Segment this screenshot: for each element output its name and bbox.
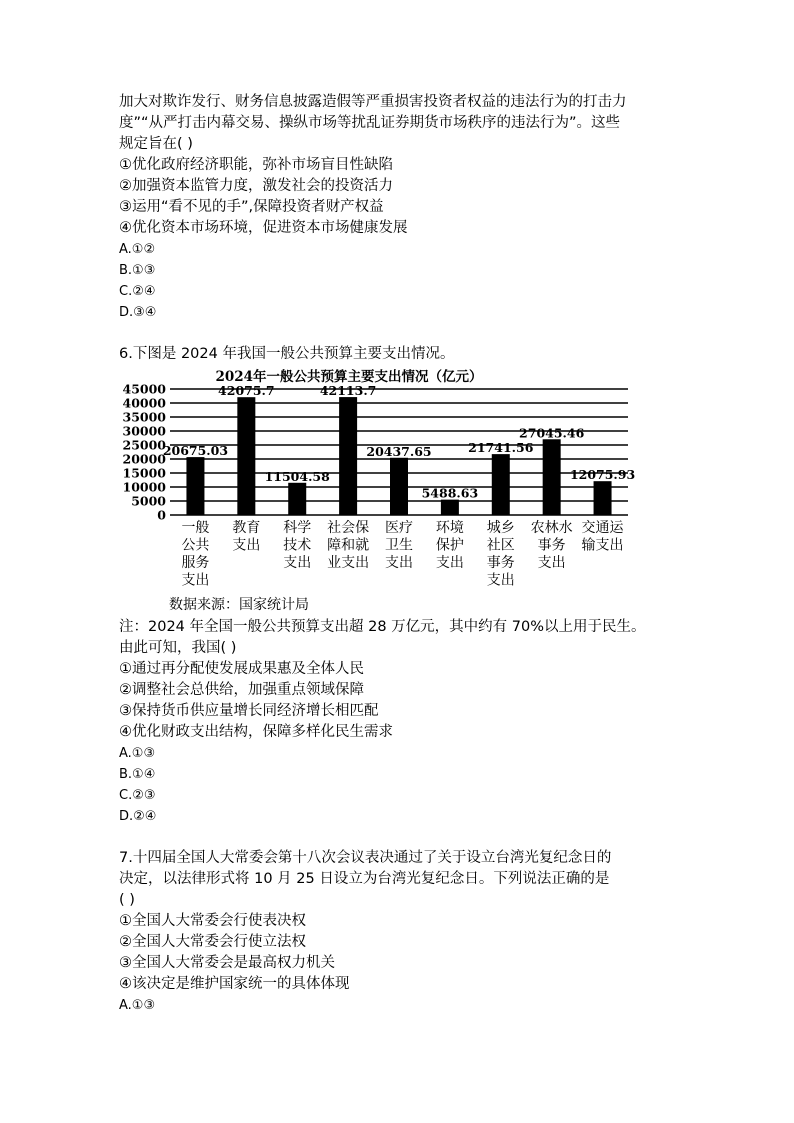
x-category-label: 事务	[537, 537, 566, 554]
q5-stem-line: 加大对欺诈发行、财务信息披露造假等严重损害投资者权益的违法行为的打击力	[119, 94, 627, 110]
y-tick-label: 20000	[122, 451, 166, 467]
q5-statement: ②加强资本监管力度，激发社会的投资活力	[119, 178, 393, 194]
x-category-label: 农林水	[530, 520, 573, 536]
y-tick-label: 25000	[122, 437, 166, 453]
q5-statement: ①优化政府经济职能，弥补市场盲目性缺陷	[119, 157, 393, 173]
x-category-label: 事务	[486, 555, 515, 571]
q6-note-line: 注：2024 年全国一般公共预算支出超 28 万亿元，其中约有 70%以上用于民生。	[119, 619, 646, 635]
q5-option-a: A.①②	[119, 242, 156, 257]
q6-statement: ③保持货币供应量增长同经济增长相匹配	[119, 703, 379, 719]
q7-statement: ④该决定是维护国家统一的具体体现	[119, 976, 350, 992]
x-category-label: 技术	[283, 537, 312, 554]
x-category-label: 障和就	[327, 537, 370, 554]
bar-value-label: 27045.46	[519, 425, 585, 441]
x-category-label: 社会保	[327, 520, 370, 536]
y-tick-label: 35000	[122, 409, 166, 425]
x-category-label: 卫生	[385, 537, 413, 554]
x-category-label: 支出	[232, 537, 261, 554]
x-category-label: 服务	[181, 555, 210, 571]
x-category-label: 支出	[537, 555, 566, 571]
y-tick-label: 40000	[122, 395, 166, 411]
bar-chart-svg	[119, 367, 679, 597]
question-7	[119, 848, 679, 1016]
q5-option-b: B.①③	[119, 263, 156, 278]
x-category-label: 业支出	[327, 555, 370, 571]
x-category-label: 公共	[181, 537, 210, 554]
bar-value-label: 5488.63	[421, 485, 479, 501]
q7-statement: ②全国人大常委会行使立法权	[119, 934, 306, 950]
q6-option-c: C.②③	[119, 788, 156, 803]
q7-stem-line: 决定，以法律形式将 10 月 25 日设立为台湾光复纪念日。下列说法正确的是	[119, 871, 610, 887]
y-tick-label: 5000	[131, 493, 166, 509]
bar	[492, 454, 510, 515]
x-category-label: 城乡	[486, 520, 515, 536]
y-tick-label: 0	[157, 507, 166, 523]
q7-statement: ③全国人大常委会是最高权力机关	[119, 955, 335, 971]
bar-value-label: 20675.03	[162, 443, 229, 459]
x-category-label: 输支出	[581, 537, 624, 554]
bar	[594, 481, 612, 515]
chart-title: 2024年一般公共预算主要支出情况（亿元）	[215, 369, 483, 385]
chart-source: 数据来源：国家统计局	[169, 597, 309, 613]
bar-value-label: 20437.65	[366, 443, 432, 459]
x-category-label: 医疗	[385, 520, 413, 536]
bar	[390, 458, 408, 515]
q7-stem-line: ( )	[119, 892, 135, 908]
bar-value-label: 42075.7	[218, 383, 275, 399]
q5-option-c: C.②④	[119, 284, 156, 299]
q7-statement: ①全国人大常委会行使表决权	[119, 913, 306, 929]
y-tick-label: 45000	[122, 381, 166, 397]
q7-option-a: A.①③	[119, 998, 156, 1013]
y-tick-label: 10000	[122, 479, 166, 495]
x-category-label: 支出	[486, 572, 515, 589]
x-category-label: 科学	[283, 520, 312, 536]
bar-value-label: 12075.93	[569, 467, 636, 483]
bar-value-label: 21741.56	[468, 440, 534, 456]
bar-value-label: 42113.7	[319, 383, 377, 399]
bar	[441, 500, 459, 515]
x-category-label: 支出	[385, 555, 413, 571]
q6-option-d: D.②④	[119, 809, 157, 824]
question-5	[119, 92, 679, 323]
q5-statement: ③运用“看不见的手”,保障投资者财产权益	[119, 199, 384, 215]
q5-statement: ④优化资本市场环境，促进资本市场健康发展	[119, 220, 408, 236]
y-tick-label: 30000	[122, 423, 166, 439]
bar	[339, 397, 357, 515]
q5-stem-line: 度”“从严打击内幕交易、操纵市场等扰乱证券期货市场秩序的违法行为”。这些	[119, 115, 621, 131]
q6-statement: ②调整社会总供给，加强重点领域保障	[119, 682, 364, 698]
q7-stem-line: 7.十四届全国人大常委会第十八次会议表决通过了关于设立台湾光复纪念日的	[119, 850, 612, 866]
x-category-label: 保护	[435, 537, 464, 554]
q5-stem-line: 规定旨在( )	[119, 136, 193, 152]
bar	[186, 457, 204, 515]
q6-statement: ④优化财政支出结构，保障多样化民生需求	[119, 724, 393, 740]
y-tick-label: 15000	[122, 465, 166, 481]
question-6	[119, 344, 679, 827]
x-category-label: 教育	[232, 520, 261, 536]
x-category-label: 一般	[181, 520, 210, 536]
bar	[237, 397, 255, 515]
bar-value-label: 11504.58	[264, 468, 330, 484]
q6-option-a: A.①③	[119, 746, 156, 761]
q5-option-d: D.③④	[119, 305, 157, 320]
question-content	[119, 92, 679, 1016]
x-category-label: 环境	[435, 520, 464, 536]
budget-chart	[119, 367, 679, 617]
x-category-label: 支出	[435, 555, 464, 571]
q6-note-line: 由此可知，我国( )	[119, 640, 237, 656]
x-category-label: 支出	[181, 572, 210, 589]
x-category-label: 支出	[283, 555, 312, 571]
bar	[543, 439, 561, 515]
q6-option-b: B.①④	[119, 767, 156, 782]
x-category-label: 交通运	[581, 520, 624, 536]
q6-statement: ①通过再分配使发展成果惠及全体人民	[119, 661, 364, 677]
q6-stem: 6.下图是 2024 年我国一般公共预算主要支出情况。	[119, 346, 455, 362]
x-category-label: 社区	[486, 537, 515, 554]
bar	[288, 483, 306, 515]
